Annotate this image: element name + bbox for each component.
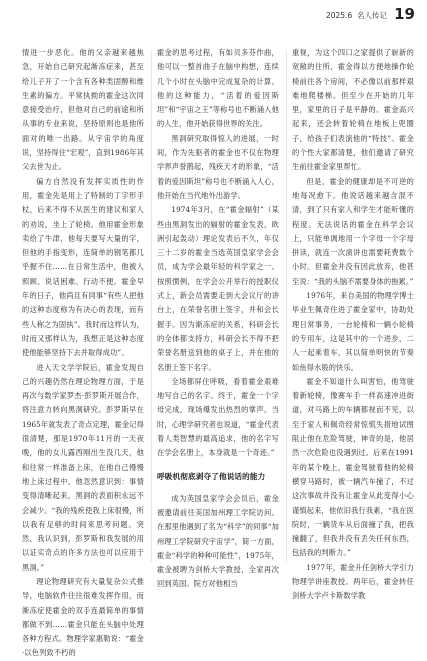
magazine-title: 名人传记 — [357, 11, 387, 20]
column-3 — [292, 46, 414, 601]
paragraph: 但是，霍金的健康却是不可逆的地每况愈下。他说话越来越含混不清，到了只有家人和学生才能听懂的程度。无法说话的霍金在科学会议上，只能单调地用一个字母一个字母拼读，就连一次演讲也需要耗费数个小时。但霍金并没有因此放弃，他甚至说：“我的头脑不需要身体的拖累。” — [292, 176, 414, 286]
paragraph: 成为英国皇家学会会员后，霍金被邀请前往美国加州理工学院访问。在那里他遇到了名为“科学”的同事“加州理工学院研究宇宙学”，简一方面，霍金“科学的种种可能性”，1975年，霍金被聘为剑桥大学教授，全家再次回到英国。院方对他相当 — [157, 493, 279, 589]
paragraph: 1976年，来自美国的物理学博士毕业生佩奇住进了霍金家中，协助处理日常事务，一台轮椅和一辆小轮椅的专用车，这是其中的一个进步，二人一起乘着车，其以简单明快的节奏如鱼得水般的快乐。 — [292, 291, 414, 372]
paragraph: 霍金的思考过程，有如贝多芬作曲，他可以一整首曲子在脑中构想，连续几个小时在头脑中完成复杂的计算。他的这种能力，“活着的爱因斯坦”和“宇宙之王”等称号也不断涌入他的人生，他开始获得世界的关注。 — [157, 48, 279, 129]
article-body — [22, 46, 414, 658]
paragraph: 理论物理研究有大量复杂公式推导，电脑软件往往很难发挥作用，而渐冻症使霍金的双手连最简单的事情都做不到……霍金只能在头脑中处理各种方程式。物理学家惠勒说：“霍金·以色列致不朽的 — [22, 576, 144, 658]
column-1 — [22, 46, 144, 658]
paragraph: 偏方自然没有发挥实质性的作用，霍金先是用上了特制的丁字形手杖，后来不得不从医生的建议和家人的劝说，坐上了轮椅。他用霍金形象卖给了牛津，他每天要写大量的字，但他的手指变形，连简单的钢笔都几乎握不住……在日常生活中，他被人照顾、说话困难、行动不便。霍金早年的日子，他尚且有同事“有些人把他的这种态度称为有决心的表现，而有些人称之为固执”。我时而这样认为，时而又那样认为，我想正是这种态度使他能够坚持下去并取得成功”。 — [22, 176, 144, 358]
section-heading: 呼吸机彻底剥夺了他说话的能力 — [157, 471, 266, 481]
paragraph: 1974年3月，在“霍金辐射”（某些由黑洞发出的辐射的霍金发表，欧洲引起轰动）理论发表后不久，年仅三十二岁的霍金当选英国皇家学会会员，成为学会最年轻的科学家之一。按照惯例，在学会公开举行的授职仪式上，新会员需要走到大会议厅的讲台上，在荣誉名册上签字，并和会长握手。因为渐冻症的关系，科研会长的全体都支持方，科研会长不得不把荣誉名册送到他的桌子上，并在他的名册上签下名字。 — [157, 205, 279, 372]
paragraph: 全场都屏住呼吸，看着霍金艰难地写自己的名字。终于，霍金一个字母完成，现场爆发出热烈的掌声。当时，心理学研究者也说道，“霍金代表着人类智慧的最高追求，他的名字写在学会名册上，本身就是一个奇迹。” — [157, 376, 279, 458]
issue-number: 2025.6 — [325, 11, 353, 20]
page-number: 19 — [394, 5, 415, 23]
column-divider — [286, 50, 287, 562]
page-header — [0, 0, 427, 28]
paragraph: 进入天文学学院后，霍金发现自己的兴趣仍然在理论物理方面，于是再次与数学家罗杰·彭罗斯开展合作，将注意力转向黑洞研究。彭罗斯早在1965年就发表了奇点定理，霍金记得很清楚，那是1970年11月的一天夜晚，他的女儿露西刚出生没几天，他和往常一样准备上床，在他自己慢慢地上床过程中，他忽然意识到：事情变得清晰起来，黑洞的表面积永远不会减少。“我的残疾使我上床很慢，所以我有足够的时间来思考问题。突然，我认识到，彭罗斯和我发展的用以证实奇点的许多方法也可以应用于黑洞。” — [22, 362, 144, 572]
paragraph: 情进一步恶化。他的父亲越来越焦急，开始自己研究起渐冻症来，甚至给儿子开了一个含有各种类固醇和维生素的偏方。平常执拗的霍金这次同意接受治疗，但他对自己的前途和所从事的专业来说，坚持原则也是他所面对的唯一出路。从宇宙学的角度说，坚持得住“宏观”，直到1986年其父去世为止。 — [22, 48, 144, 172]
paragraph: 1977年，霍金升任剑桥大学引力物理学讲座教授。两年后，霍金转任剑桥大学卢卡斯数学教 — [292, 562, 414, 601]
column-divider — [151, 50, 152, 562]
column-2 — [157, 46, 279, 589]
running-header — [326, 10, 387, 21]
paragraph: 霍金不知道什么叫害怕，他驾驶着新轮椅，像赛车手一样高速冲进街道，对马路上的车辆都视而不见，以至于家人和佩奇经常惊慌失措地试图阻止他在危险驾驶，神奇的是，他居然一次危险也没遇到过。后来在1991年的某个晚上，霍金驾驶着他的轮椅横穿马路时，被一辆汽车撞了，不过这次事故并没有让霍金从此变得小心谨慎起来，他依旧我行我素，“我在医院时，一辆货车从后面撞了我，把我撞翻了，但我并没有丢失任何东西，包括我的判断力。” — [292, 376, 414, 558]
paragraph: 黑洞研究取得惊人的进展，一时间，作为先驱者的霍金也不仅在物理学界声誉鹊起，残疾天才的形象，“活着的爱因斯坦”称号也不断涌入人心，他开始在当代地外出游学。 — [157, 133, 279, 200]
paragraph: 重视，为这个四口之家提供了崭新的宽敞的住所，霍金得以方便地操作轮椅前往各个房间，不必像以前那样艰难地爬楼梯。但至少在开始的几年里，家里的日子是平静的。霍金高兴起来，还会转着轮椅在地板上兜圈子，给孩子们表演他的“特技”。霍金的个性大家都清楚，他们邀请了研究生前往霍金家里帮忙。 — [292, 48, 414, 172]
